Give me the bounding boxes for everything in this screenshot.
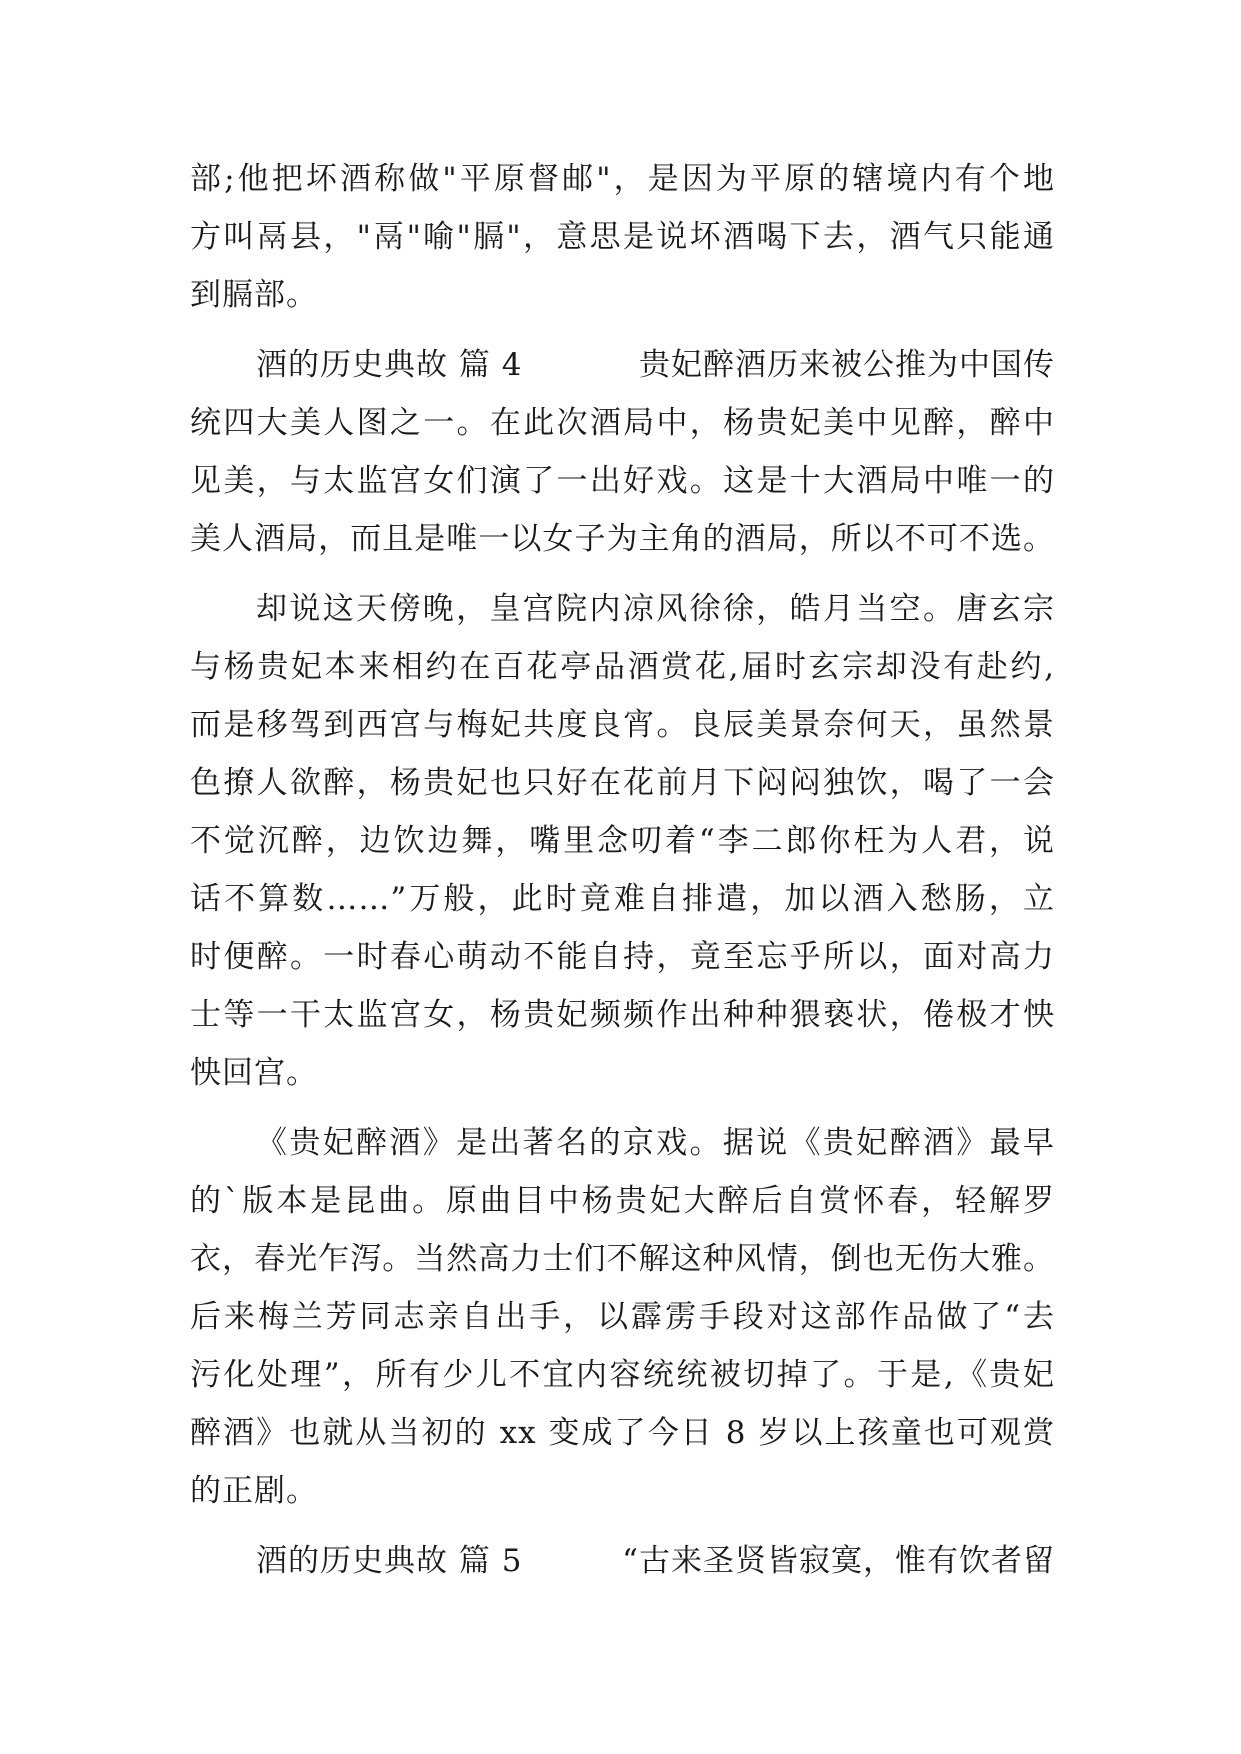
text-line: 见美，与太监宫女们演了一出好戏。这是十大酒局中唯一的 <box>190 463 1055 499</box>
text-line: 的正剧。 <box>190 1473 318 1509</box>
paragraph-section-5 <box>190 1532 1055 1590</box>
text-line: 时便醉。一时春心萌动不能自持，竟至忘乎所以，面对高力 <box>190 939 1055 975</box>
text-line-rest: “古来圣贤皆寂寞，惟有饮者留 <box>622 1543 1055 1579</box>
text-line: 怏回宫。 <box>190 1055 318 1091</box>
text-line: 却说这天傍晚，皇宫院内凉风徐徐，皓月当空。唐玄宗 <box>256 591 1055 627</box>
text-line: 与杨贵妃本来相约在百花亭品酒赏花,届时玄宗却没有赴约, <box>190 649 1055 685</box>
text-line: 醉酒》也就从当初的 xx 变成了今日 8 岁以上孩童也可观赏 <box>190 1415 1055 1451</box>
text-line: 《贵妃醉酒》是出著名的京戏。据说《贵妃醉酒》最早 <box>256 1125 1055 1161</box>
text-line: 不觉沉醉，边饮边舞，嘴里念叨着“李二郎你枉为人君，说 <box>190 823 1055 859</box>
text-line: 污化处理”，所有少儿不宜内容统统被切掉了。于是,《贵妃 <box>190 1357 1055 1393</box>
paragraph-opera <box>190 1114 1055 1520</box>
text-line: 色撩人欲醉，杨贵妃也只好在花前月下闷闷独饮，喝了一会 <box>190 765 1055 801</box>
text-line: 后来梅兰芳同志亲自出手，以霹雳手段对这部作品做了“去 <box>190 1299 1055 1335</box>
text-line: 美人酒局，而且是唯一以女子为主角的酒局，所以不可不选。 <box>190 521 1055 557</box>
section-heading-line <box>190 336 1055 394</box>
text-line: 衣，春光乍泻。当然高力士们不解这种风情，倒也无伤大雅。 <box>190 1241 1055 1277</box>
text-line: 部;他把坏酒称做"平原督邮"，是因为平原的辖境内有个地 <box>190 161 1055 197</box>
paragraph-story <box>190 580 1055 1102</box>
paragraph-section-4 <box>190 336 1055 568</box>
text-line: 而是移驾到西宫与梅妃共度良宵。良辰美景奈何天，虽然景 <box>190 707 1055 743</box>
text-line: 方叫鬲县，"鬲"喻"膈"，意思是说坏酒喝下去，酒气只能通 <box>190 219 1055 255</box>
text-line-rest: 贵妃醉酒历来被公推为中国传 <box>639 347 1055 383</box>
section-heading: 酒的历史典故 篇 4 <box>256 347 523 383</box>
paragraph-intro-tail <box>190 150 1055 324</box>
text-line: 的`版本是昆曲。原曲目中杨贵妃大醉后自赏怀春，轻解罗 <box>190 1183 1055 1219</box>
text-line: 统四大美人图之一。在此次酒局中，杨贵妃美中见醉，醉中 <box>190 405 1055 441</box>
text-line: 到膈部。 <box>190 277 318 313</box>
document-page <box>190 150 1055 1590</box>
section-heading: 酒的历史典故 篇 5 <box>256 1543 523 1579</box>
text-line: 话不算数……”万般，此时竟难自排遣，加以酒入愁肠，立 <box>190 881 1055 917</box>
section-heading-line <box>190 1532 1055 1590</box>
text-line: 士等一干太监宫女，杨贵妃频频作出种种猥亵状，倦极才怏 <box>190 997 1055 1033</box>
